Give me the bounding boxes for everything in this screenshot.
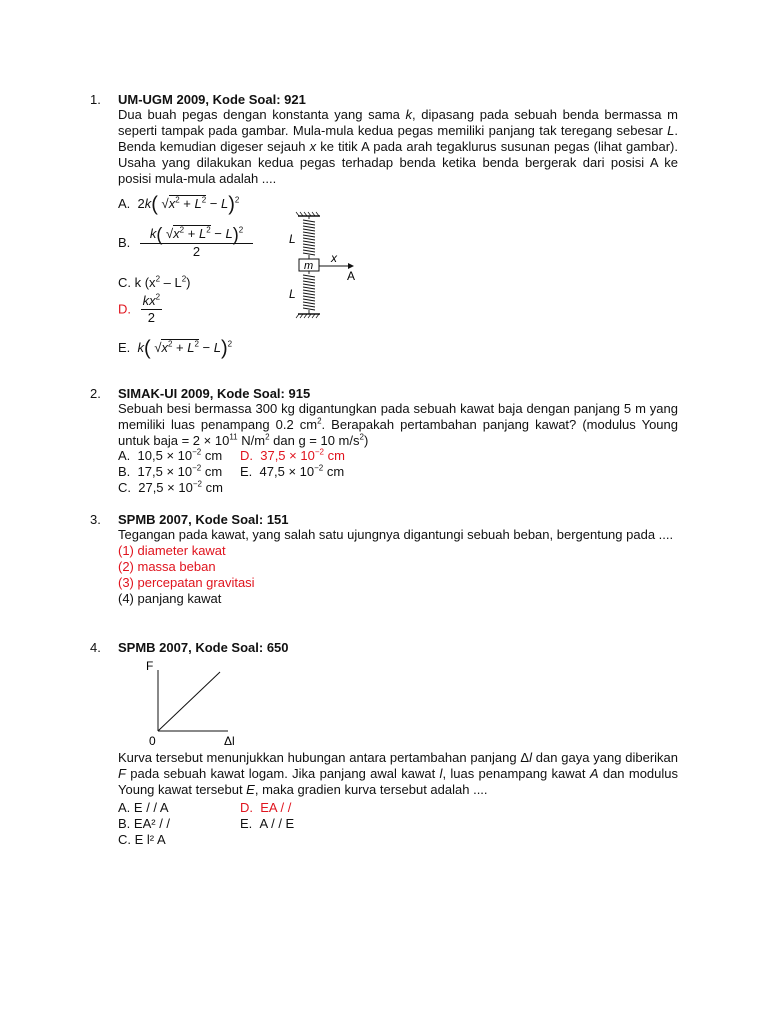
option-c: C. E l² A xyxy=(118,832,166,847)
question-number: 1. xyxy=(90,92,101,107)
question-title: SPMB 2007, Kode Soal: 650 xyxy=(118,640,289,655)
question-title: SIMAK-UI 2009, Kode Soal: 915 xyxy=(118,386,311,401)
question-text: Sebuah besi bermassa 300 kg digantungkan pada sebuah kawat baja dengan panjang 5 m yang memiliki luas penampang 0.2 $cm^2$. Berapakah pertambahan panjang kawat? (modulus Young untuk baja = $2 \times 10^{11}$ $N/m^2$ dan g = 10 $m/s^2$) xyxy=(118,401,678,448)
statement-1: (1) diameter kawat xyxy=(118,543,226,558)
x-axis-label: Δl xyxy=(224,734,235,748)
question-text: Tegangan pada kawat, yang salah satu ujungnya digantungi sebuah beban, bergentung pada .... xyxy=(118,527,674,542)
bottom-spring xyxy=(303,271,315,314)
top-length-label: L xyxy=(289,232,296,246)
bottom-length-label: L xyxy=(289,287,296,301)
statement-4: (4) panjang kawat xyxy=(118,591,222,606)
option-b: B. EA² / / xyxy=(118,816,171,831)
point-a-label: A xyxy=(347,269,356,283)
statement-2: (2) massa beban xyxy=(118,559,216,574)
option-e: E. A / / E xyxy=(240,816,295,831)
statement-3: (3) percepatan gravitasi xyxy=(118,575,255,590)
option-c: C. k $(x^2 - L^2)$ xyxy=(118,274,191,290)
option-d: D. $\frac{kx^2}{2}$ xyxy=(118,292,161,325)
origin-label: 0 xyxy=(149,734,156,748)
option-d: D. EA / / xyxy=(240,800,292,815)
option-b: B. $17,5 \times 10^{-2}$ cm xyxy=(118,463,223,479)
option-a: A. E / / A xyxy=(118,800,169,815)
question-number: 2. xyxy=(90,386,101,401)
question-text: Kurva tersebut menunjukkan hubungan antara pertambahan panjang Δl dan gaya yang diberikan F pada sebuah kawat logam. Jika panjang awal kawat l, luas penampang kawat A dan modulus Young kawat tersebut E, maka gradien kurva tersebut adalah .... xyxy=(118,750,678,797)
option-a: A. $10,5 \times 10^{-2}$ cm xyxy=(118,447,223,463)
option-d: D. $37,5 \times 10^{-2}$ cm xyxy=(240,447,345,463)
question-title: UM-UGM 2009, Kode Soal: 921 xyxy=(118,92,306,107)
question-number: 4. xyxy=(90,640,101,655)
spring-figure xyxy=(286,210,376,322)
mass-label: m xyxy=(304,260,314,272)
question-number: 3. xyxy=(90,512,101,527)
option-a: A. 2k( $√x^2 + L^2 - L)^2$ xyxy=(118,193,240,216)
option-b: B. $\frac{k( √x^2 + L^2 - L)^2}{2}$ xyxy=(118,226,253,260)
graph-line xyxy=(158,672,220,731)
top-spring xyxy=(303,216,315,259)
option-e: E. k( $√x^2 + L^2 - L)^2$ xyxy=(118,337,233,360)
x-label: x xyxy=(331,251,337,265)
y-axis-label: F xyxy=(146,659,154,673)
question-title: SPMB 2007, Kode Soal: 151 xyxy=(118,512,289,527)
question-text: Dua buah pegas dengan konstanta yang sama k, dipasang pada sebuah benda bermassa m seperti tampak pada gambar. Mula-mula kedua pegas memiliki panjang tak teregang sebesar L. Benda kemudian digeser sejauh x ke titik A pada arah tegaklurus susunan pegas (lihat gambar). Usaha yang dilakukan kedua pegas terhadap benda ketika benda bergerak dari posisi A ke posisi mula-mula adalah .... xyxy=(118,107,678,186)
option-e: E. $47,5 \times 10^{-2}$ cm xyxy=(240,463,345,479)
option-c: C. $27,5 \times 10^{-2}$ cm xyxy=(118,479,223,495)
force-extension-graph xyxy=(140,656,260,750)
